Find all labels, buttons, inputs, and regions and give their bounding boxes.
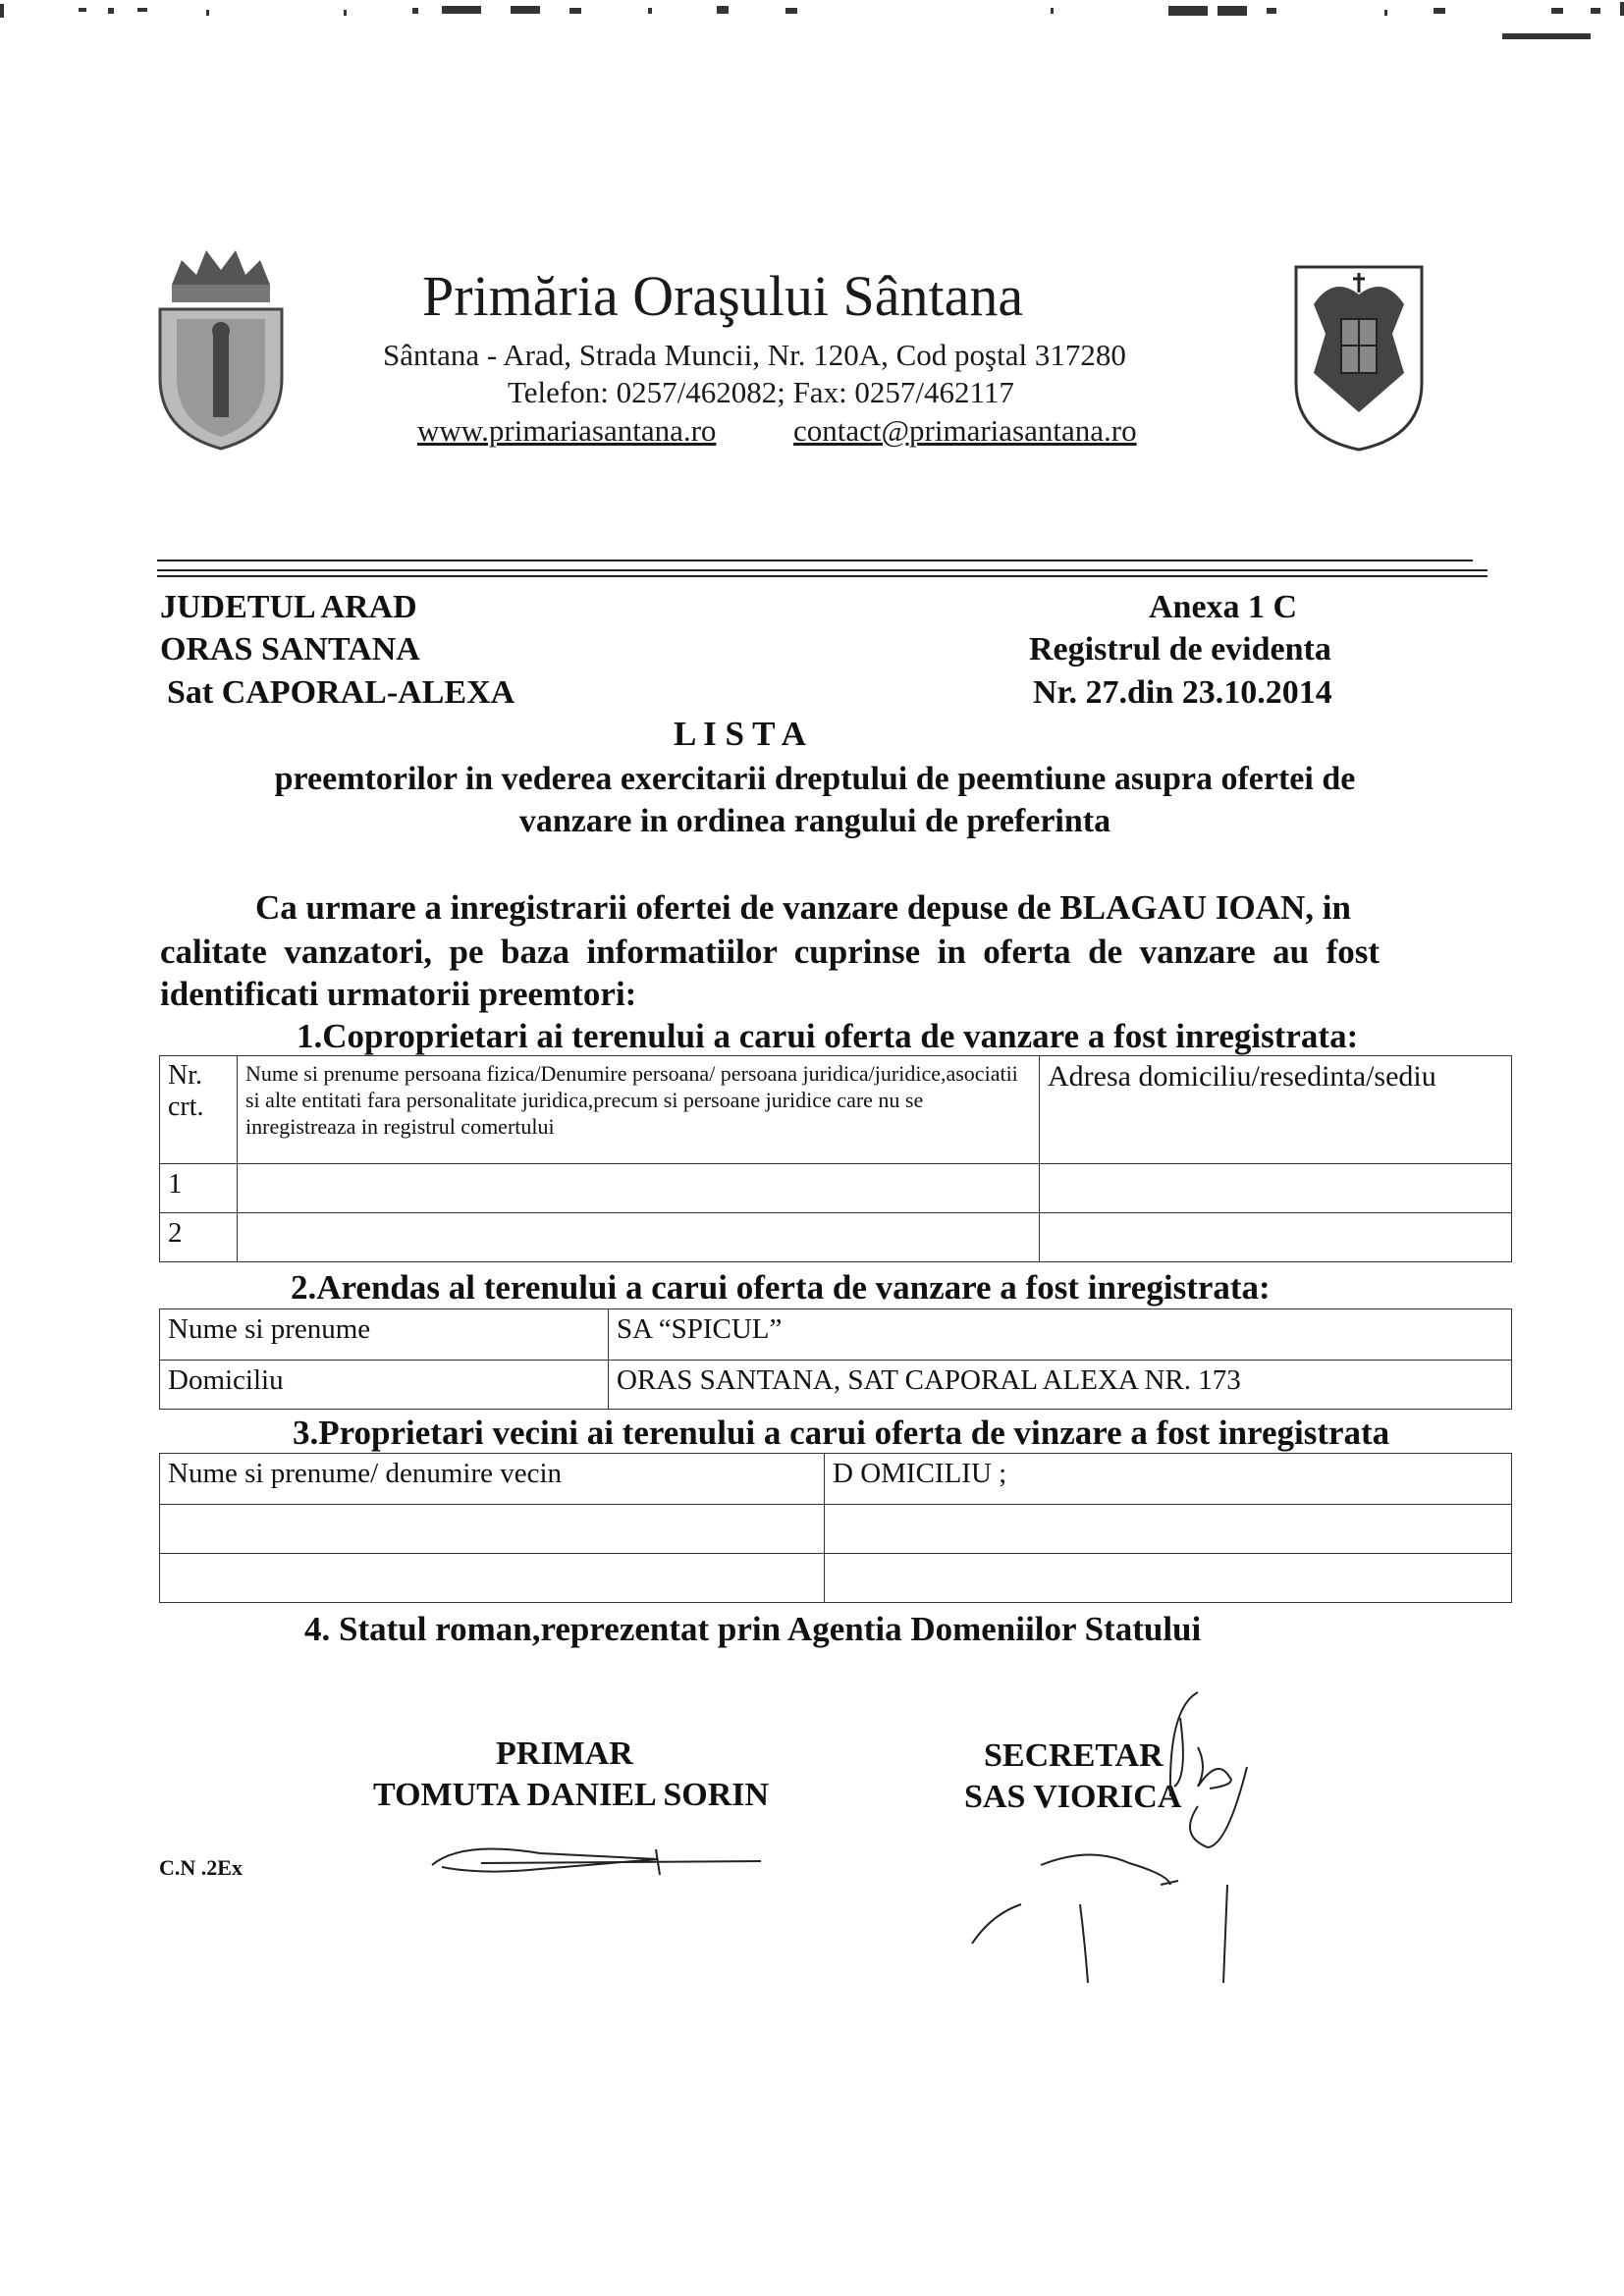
mayor-title: PRIMAR bbox=[496, 1735, 633, 1772]
column-header-address: Adresa domiciliu/resedinta/sediu bbox=[1040, 1056, 1512, 1164]
intro-paragraph: calitate vanzatori, pe baza informatiilor cuprinse in oferta de vanzare au fost bbox=[160, 933, 1380, 971]
header-divider bbox=[157, 575, 1488, 577]
document-subtitle: preemtorilor in vederea exercitarii dreptului de peemtiune asupra ofertei de bbox=[274, 761, 1356, 797]
section4-text: 4. Statul roman,reprezentat prin Agentia Domeniilor Statului bbox=[304, 1610, 1202, 1648]
section1-heading: 1.Coproprietari ai terenului a carui oferta de vanzare a fost inregistrata: bbox=[297, 1017, 1359, 1055]
intro-paragraph: identificati urmatorii preemtori: bbox=[160, 975, 637, 1013]
register-number: Nr. 27.din 23.10.2014 bbox=[1033, 674, 1332, 711]
scan-noise-strip bbox=[0, 0, 1624, 49]
section2-heading: 2.Arendas al terenului a carui oferta de vanzare a fost inregistrata: bbox=[291, 1268, 1271, 1307]
row-name bbox=[238, 1164, 1040, 1213]
coowners-table bbox=[159, 1055, 1512, 1262]
institution-phone: Telefon: 0257/462082; Fax: 0257/462117 bbox=[508, 375, 1014, 409]
romania-coat-of-arms-logo bbox=[1294, 265, 1424, 452]
table-row bbox=[160, 1554, 1512, 1603]
row-label: Domiciliu bbox=[160, 1361, 609, 1410]
secretary-title: SECRETAR bbox=[984, 1737, 1164, 1774]
column-header-name: Nume si prenume/ denumire vecin bbox=[160, 1454, 825, 1505]
row-name bbox=[160, 1554, 825, 1603]
row-address bbox=[825, 1505, 1512, 1554]
row-address bbox=[1040, 1164, 1512, 1213]
row-address bbox=[1040, 1213, 1512, 1262]
county-label: JUDETUL ARAD bbox=[160, 589, 417, 625]
row-address bbox=[825, 1554, 1512, 1603]
annex-label: Anexa 1 C bbox=[1149, 589, 1298, 625]
secretary-name: SAS VIORICA bbox=[964, 1779, 1182, 1815]
section3-heading: 3.Proprietari vecini ai terenului a carui oferta de vinzare a fost inregistrata bbox=[293, 1414, 1390, 1452]
header-divider bbox=[157, 569, 1488, 571]
secretary-signature bbox=[913, 1688, 1384, 2012]
institution-address: Sântana - Arad, Strada Muncii, Nr. 120A, Cod poştal 317280 bbox=[383, 338, 1126, 372]
table-row bbox=[160, 1164, 1512, 1213]
intro-paragraph: Ca urmare a inregistrarii ofertei de vanzare depuse de BLAGAU IOAN, in bbox=[255, 888, 1352, 927]
document-title: L I S T A bbox=[674, 715, 806, 753]
row-name bbox=[160, 1505, 825, 1554]
table-row bbox=[160, 1309, 1512, 1361]
row-label: Nume si prenume bbox=[160, 1309, 609, 1361]
lessee-table bbox=[159, 1308, 1512, 1410]
mayor-name: TOMUTA DANIEL SORIN bbox=[373, 1777, 770, 1813]
town-label: ORAS SANTANA bbox=[160, 631, 420, 667]
column-header-address: D OMICILIU ; bbox=[825, 1454, 1512, 1505]
table-row bbox=[160, 1213, 1512, 1262]
institution-title: Primăria Oraşului Sântana bbox=[422, 264, 1024, 328]
mayor-signature bbox=[422, 1836, 776, 1885]
neighbours-table bbox=[159, 1453, 1512, 1603]
column-header-name: Nume si prenume persoana fizica/Denumire persoana/ persoana juridica/juridice,asociatii si alte entitati fara personalitate juridica,precum si persoane juridice care nu se inregistreaza in registrul comertului bbox=[238, 1056, 1040, 1164]
header-divider bbox=[157, 560, 1473, 561]
table-row bbox=[160, 1505, 1512, 1554]
copies-code: C.N .2Ex bbox=[159, 1855, 243, 1880]
row-value: SA “SPICUL” bbox=[609, 1309, 1512, 1361]
row-name bbox=[238, 1213, 1040, 1262]
row-nr: 1 bbox=[160, 1164, 238, 1213]
row-nr: 2 bbox=[160, 1213, 238, 1262]
column-header-nr: Nr. crt. bbox=[160, 1056, 238, 1164]
email-link[interactable]: contact@primariasantana.ro bbox=[793, 413, 1137, 448]
village-label: Sat CAPORAL-ALEXA bbox=[167, 674, 515, 711]
website-link[interactable]: www.primariasantana.ro bbox=[417, 413, 717, 448]
document-subtitle: vanzare in ordinea rangului de preferinta bbox=[518, 803, 1111, 839]
register-label: Registrul de evidenta bbox=[1029, 631, 1331, 667]
city-coat-of-arms-logo bbox=[152, 240, 290, 452]
row-value: ORAS SANTANA, SAT CAPORAL ALEXA NR. 173 bbox=[609, 1361, 1512, 1410]
table-row bbox=[160, 1361, 1512, 1410]
